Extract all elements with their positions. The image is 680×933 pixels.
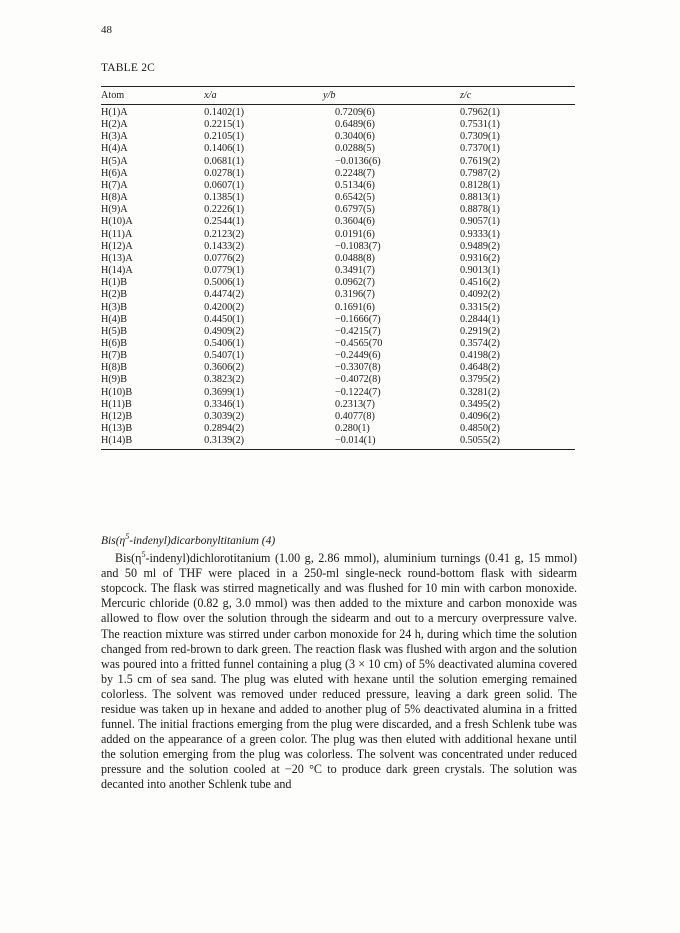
- cell-z: 0.4516(2): [459, 277, 500, 289]
- cell-x: 0.1385(1): [204, 192, 245, 204]
- table-label: TABLE 2C: [101, 62, 156, 74]
- cell-z: 0.4648(2): [459, 362, 500, 374]
- cell-x: 0.1406(1): [204, 143, 245, 155]
- cell-atom: H(14)B: [101, 435, 204, 450]
- cell-atom: H(9)A: [101, 204, 128, 216]
- cell-y: 0.0191(6): [335, 228, 375, 240]
- cell-z: 0.4850(2): [459, 423, 500, 435]
- cell-z: 0.7309(1): [459, 131, 500, 143]
- cell-x: 0.4474(2): [204, 289, 245, 301]
- cell-y: 0.7209(6): [335, 107, 375, 118]
- table-row: [101, 314, 575, 326]
- cell-x: 0.1433(2): [204, 240, 245, 252]
- header-x: x/a: [204, 87, 323, 105]
- cell-z: 0.9057(1): [459, 216, 500, 228]
- cell-y: −0.4565(70: [335, 337, 383, 349]
- cell-y: 0.2313(7): [335, 398, 375, 410]
- cell-atom: H(5)B: [101, 325, 128, 337]
- table-row: [101, 168, 575, 180]
- cell-x: 0.3039(2): [204, 410, 245, 422]
- cell-z: 0.3574(2): [459, 337, 500, 349]
- table-row: [101, 192, 575, 204]
- cell-x: 0.2123(2): [204, 228, 245, 240]
- cell-atom: H(3)B: [101, 301, 128, 313]
- table-row: [101, 411, 575, 423]
- section-heading: [101, 532, 275, 547]
- cell-x: 0.2215(1): [204, 119, 245, 131]
- cell-atom: H(11)A: [101, 228, 133, 240]
- cell-z: 0.8878(1): [459, 204, 500, 216]
- cell-z: 0.3281(2): [459, 386, 500, 398]
- cell-y: 0.6489(6): [335, 119, 375, 131]
- cell-z: 0.3495(2): [459, 398, 500, 410]
- table-row: [101, 435, 575, 450]
- cell-y: 0.3196(7): [335, 289, 375, 301]
- cell-z: 0.7987(2): [459, 167, 500, 179]
- cell-y: −0.3307(8): [335, 362, 381, 374]
- cell-x: 0.0278(1): [204, 167, 245, 179]
- cell-y: 0.3491(7): [335, 265, 375, 277]
- cell-y: 0.2248(7): [335, 167, 375, 179]
- cell-y: −0.2449(6): [335, 350, 381, 362]
- cell-atom: H(2)B: [101, 289, 128, 301]
- paragraph-text-pre: Bis(η: [115, 551, 142, 566]
- table-row: [101, 204, 575, 216]
- header-z: z/c: [460, 87, 575, 105]
- cell-y: 0.3604(6): [335, 216, 375, 228]
- cell-x: 0.2105(1): [204, 131, 245, 143]
- cell-z: 0.9013(1): [459, 265, 500, 277]
- table-row: [101, 374, 575, 386]
- table-row: [101, 265, 575, 277]
- header-atom: Atom: [101, 87, 204, 105]
- cell-y: 0.6542(5): [335, 192, 375, 204]
- cell-atom: H(12)A: [101, 240, 133, 252]
- table-body: [101, 105, 575, 450]
- table-row: [101, 241, 575, 253]
- cell-atom: H(6)B: [101, 337, 128, 349]
- cell-y: 0.280(1): [335, 423, 370, 435]
- paragraph-text-post: -indenyl)dichlorotitanium (1.00 g, 2.86 mmol), aluminium turnings (0.41 g, 15 mmol) and 50 ml of THF were placed in a 250-ml single-neck round-bottom flask with sidearm stopcock. The flask was stirred magnetically and was flushed for 10 min with carbon monoxide. Mercuric chloride (0.82 g, 3.0 mmol) was then added to the mixture and carbon monoxide was allowed to flow over the solution through the sidearm and out to a mercury overpressure valve. The reaction mixture was stirred under carbon monoxide for 24 h, during which time the solution changed from red-brown to dark green. The reaction flask was flushed with argon and the solution was poured into a fritted funnel containing a plug (3 × 10 cm) of 5% deactivated alumina covered by 1.5 cm of sea sand. The plug was eluted with hexane until the solution emerging remained colorless. The solvent was removed under reduced pressure, leaving a dark green solid. The residue was taken up in hexane and added to another plug of 5% deactivated alumina in a fritted funnel. The initial fractions emerging from the plug were discarded, and a fresh Schlenk tube was added on the appearance of a green color. The plug was then eluted with additional hexane until the solution emerging from the plug was colorless. The solvent was concentrated under reduced pressure and the solution cooled at −20 °C to produce dark green crystals. The solution was decanted into another Schlenk tube and: [101, 551, 577, 792]
- cell-y: −0.1666(7): [335, 313, 381, 325]
- cell-atom: H(4)B: [101, 313, 128, 325]
- cell-x: 0.3823(2): [204, 374, 245, 386]
- cell-atom: H(7)A: [101, 179, 128, 191]
- cell-z: 0.4092(2): [459, 289, 500, 301]
- cell-x: 0.3699(1): [204, 386, 245, 398]
- cell-atom: H(8)A: [101, 192, 128, 204]
- cell-atom: H(2)A: [101, 119, 128, 131]
- table-row: [101, 350, 575, 362]
- cell-y: −0.1083(7): [335, 240, 381, 252]
- table-row: [101, 229, 575, 241]
- heading-superscript: 5: [125, 532, 130, 541]
- cell-z: 0.4198(2): [459, 350, 500, 362]
- cell-atom: H(6)A: [101, 167, 128, 179]
- table-row: [101, 119, 575, 131]
- cell-y: 0.6797(5): [335, 204, 375, 216]
- cell-y: 0.4077(8): [335, 410, 375, 422]
- cell-y: 0.0488(8): [335, 252, 375, 264]
- cell-z: 0.7619(2): [459, 155, 500, 167]
- cell-atom: H(14)A: [101, 265, 133, 277]
- cell-z: 0.3795(2): [459, 374, 500, 386]
- cell-x: 0.5006(1): [204, 277, 245, 289]
- cell-atom: H(5)A: [101, 155, 128, 167]
- cell-atom: H(10)B: [101, 386, 133, 398]
- table-row: [101, 156, 575, 168]
- cell-x: 0.3139(2): [204, 435, 323, 450]
- cell-z: 0.7370(1): [459, 143, 500, 155]
- cell-x: 0.0607(1): [204, 179, 245, 191]
- body-paragraph: [101, 547, 577, 917]
- cell-x: 0.4909(2): [204, 325, 245, 337]
- table-row: [101, 216, 575, 228]
- cell-z: 0.7531(1): [459, 119, 500, 131]
- cell-x: 0.0681(1): [204, 155, 245, 167]
- cell-x: 0.5407(1): [204, 350, 245, 362]
- page-number: 48: [101, 24, 112, 36]
- cell-z: 0.9333(1): [459, 228, 500, 240]
- table-row: [101, 143, 575, 155]
- cell-atom: H(10)A: [101, 216, 133, 228]
- cell-y: 0.3040(6): [335, 131, 375, 143]
- cell-z: 0.5055(2): [460, 435, 575, 450]
- cell-x: 0.1402(1): [204, 107, 245, 118]
- cell-x: 0.5406(1): [204, 337, 245, 349]
- cell-y: 0.5134(6): [335, 179, 375, 191]
- table-row: [101, 131, 575, 143]
- cell-x: 0.0776(2): [204, 252, 245, 264]
- cell-z: 0.4096(2): [459, 410, 500, 422]
- cell-x: 0.2226(1): [204, 204, 245, 216]
- cell-y: −0.014(1): [323, 435, 460, 450]
- cell-atom: H(7)B: [101, 350, 128, 362]
- cell-x: 0.2544(1): [204, 216, 245, 228]
- header-y: y/b: [323, 87, 460, 105]
- cell-z: 0.2919(2): [459, 325, 500, 337]
- cell-x: 0.4450(1): [204, 313, 245, 325]
- cell-x: 0.0779(1): [204, 265, 245, 277]
- table-row: [101, 253, 575, 265]
- cell-atom: H(1)B: [101, 277, 128, 289]
- cell-z: 0.7962(1): [459, 107, 500, 118]
- cell-x: 0.2894(2): [204, 423, 245, 435]
- heading-text-pre: Bis(η: [101, 534, 126, 547]
- cell-z: 0.9489(2): [459, 240, 500, 252]
- table-row: [101, 362, 575, 374]
- table-row: [101, 399, 575, 411]
- cell-atom: H(13)B: [101, 423, 133, 435]
- cell-y: −0.4072(8): [335, 374, 381, 386]
- cell-z: 0.9316(2): [459, 252, 500, 264]
- cell-atom: H(1)A: [101, 107, 128, 118]
- cell-atom: H(4)A: [101, 143, 128, 155]
- cell-atom: H(13)A: [101, 252, 133, 264]
- cell-x: 0.3606(2): [204, 362, 245, 374]
- paragraph-superscript: 5: [141, 550, 146, 559]
- cell-atom: H(9)B: [101, 374, 128, 386]
- table-header-row: [101, 87, 575, 105]
- cell-y: 0.0288(5): [335, 143, 375, 155]
- cell-y: −0.0136(6): [335, 155, 381, 167]
- table-row: [101, 423, 575, 435]
- cell-x: 0.3346(1): [204, 398, 245, 410]
- cell-y: −0.4215(7): [335, 325, 381, 337]
- cell-y: 0.1691(6): [335, 301, 375, 313]
- heading-text-post: -indenyl)dicarbonyltitanium (4): [129, 534, 276, 547]
- cell-x: 0.4200(2): [204, 301, 245, 313]
- table-row: [101, 277, 575, 289]
- cell-atom: H(3)A: [101, 131, 128, 143]
- table-row: [101, 387, 575, 399]
- table-row: [101, 180, 575, 192]
- cell-y: 0.0962(7): [335, 277, 375, 289]
- cell-z: 0.3315(2): [459, 301, 500, 313]
- cell-atom: H(11)B: [101, 398, 132, 410]
- cell-z: 0.8813(1): [459, 192, 500, 204]
- cell-y: −0.1224(7): [335, 386, 381, 398]
- table-row: [101, 105, 575, 120]
- coordinates-table: [101, 86, 575, 450]
- table-row: [101, 326, 575, 338]
- table-row: [101, 289, 575, 301]
- cell-z: 0.8128(1): [459, 179, 500, 191]
- table-row: [101, 338, 575, 350]
- cell-z: 0.2844(1): [459, 313, 500, 325]
- cell-atom: H(12)B: [101, 410, 133, 422]
- table-row: [101, 302, 575, 314]
- cell-atom: H(8)B: [101, 362, 128, 374]
